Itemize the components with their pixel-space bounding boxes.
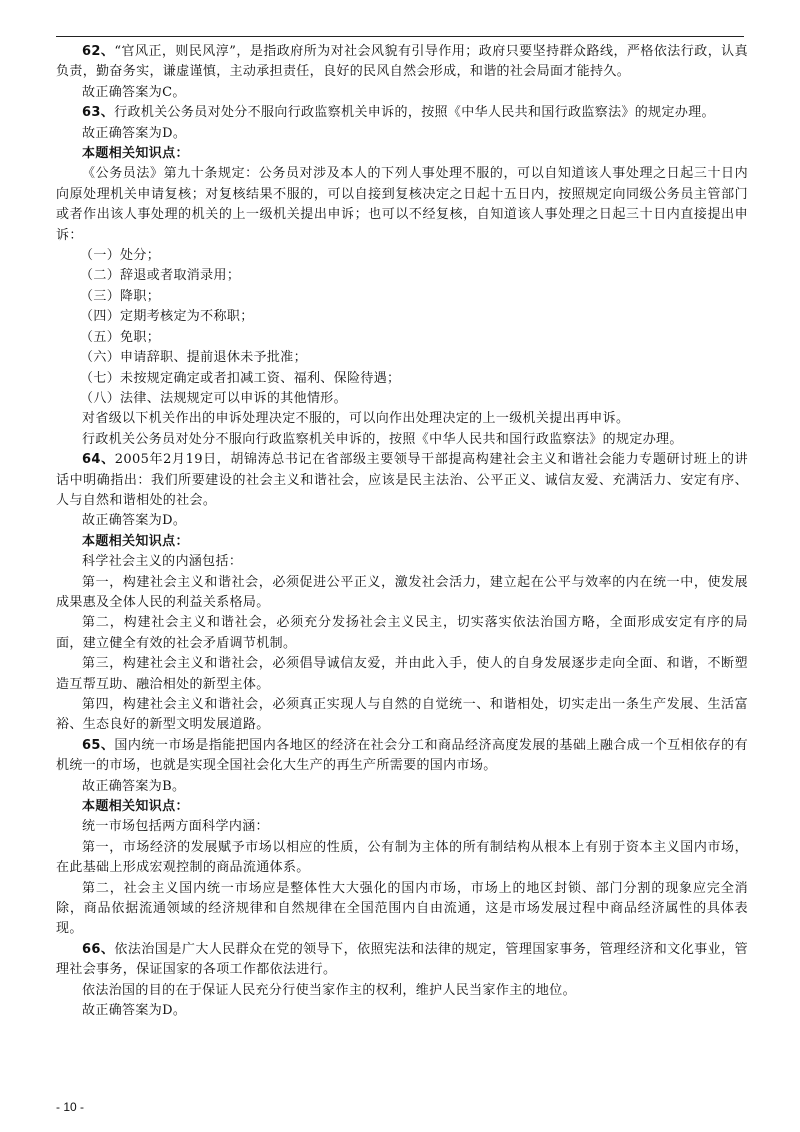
answer-62: 故正确答案为C。 — [82, 84, 186, 100]
list-item: （一）处分； — [80, 248, 161, 264]
question-number: 65、 — [82, 737, 115, 753]
list-item: （二）辞退或者取消录用； — [80, 268, 241, 284]
answer-66: 故正确答案为D。 — [82, 1003, 187, 1019]
question-number: 62、 — [82, 44, 115, 59]
list-item: （八）法律、法规规定可以申诉的其他情形。 — [80, 390, 348, 406]
knowledge-paragraph: 第一，构建社会主义和谐社会，必须促进公平正义，激发社会活力，建立起在公平与效率的内在统一中，使发展成果惠及全体人民的利益关系格局。 — [56, 574, 748, 610]
answer-64: 故正确答案为D。 — [82, 513, 187, 529]
answer-63: 故正确答案为D。 — [82, 125, 187, 141]
knowledge-paragraph: 对省级以下机关作出的申诉处理决定不服的，可以向作出处理决定的上一级机关提出再申诉。 — [82, 411, 630, 427]
knowledge-intro: 统一市场包括两方面科学内涵： — [82, 819, 269, 835]
knowledge-paragraph: 第二，构建社会主义和谐社会，必须充分发扬社会主义民主，切实落实依法治国方略，全面形成安定有序的局面，建立健全有效的社会矛盾调节机制。 — [56, 615, 748, 651]
knowledge-paragraph: 依法治国的目的在于保证人民充分行使当家作主的权利，维护人民当家作主的地位。 — [82, 982, 576, 998]
question-text: 国内统一市场是指能把国内各地区的经济在社会分工和商品经济高度发展的基础上融合成一个互相依存的有机统一的市场，也就是实现全国社会化大生产的再生产所需要的国内市场。 — [56, 737, 748, 774]
document-body — [56, 42, 748, 1022]
knowledge-paragraph: 行政机关公务员对处分不服向行政监察机关申诉的，按照《中华人民共和国行政监察法》的规定办理。 — [82, 431, 683, 447]
knowledge-paragraph: 第一，市场经济的发展赋予市场以相应的性质，公有制为主体的所有制结构从根本上有别于资本主义国内市场，在此基础上形成宏观控制的商品流通体系。 — [56, 839, 748, 876]
knowledge-paragraph: 第二，社会主义国内统一市场应是整体性大大强化的国内市场，市场上的地区封锁、部门分割的现象应完全消除，商品依据流通领域的经济规律和自然规律在全国范围内自由流通，这是市场发展过程中商品经济属性的具体表现。 — [56, 880, 748, 937]
question-65 — [56, 736, 748, 777]
question-number: 63、 — [82, 105, 115, 121]
list-item: （七）未按规定确定或者扣减工资、福利、保险待遇； — [80, 370, 401, 386]
knowledge-intro: 科学社会主义的内涵包括： — [82, 554, 243, 570]
page-number: - 10 - — [56, 1100, 85, 1114]
knowledge-intro: 《公务员法》第九十条规定：公务员对涉及本人的下列人事处理不服的，可以自知道该人事处理之日起三十日内向原处理机关申请复核；对复核结果不服的，可以自接到复核决定之日起十五日内，按照规定向同级公务员主管部门或者作出该人事处理的机关的上一级机关提出申诉；也可以不经复核，自知道该人事处理之日起三十日内直接提出申诉： — [56, 166, 748, 243]
list-item: （六）申请辞职、提前退休未予批准； — [80, 350, 307, 366]
question-number: 64、 — [82, 452, 115, 468]
list-item: （三）降职； — [80, 288, 161, 304]
knowledge-paragraph: 第三，构建社会主义和谐社会，必须倡导诚信友爱，并由此入手，使人的自身发展逐步走向全面、和谐，不断塑造互帮互助、融洽相处的新型主体。 — [56, 656, 748, 692]
question-66 — [56, 940, 748, 981]
question-number: 66、 — [82, 941, 115, 957]
list-item: （五）免职； — [80, 329, 161, 345]
answer-65: 故正确答案为B。 — [82, 778, 186, 794]
knowledge-paragraph: 第四，构建社会主义和谐社会，必须真正实现人与自然的自觉统一、和谐相处，切实走出一条生产发展、生活富裕、生态良好的新型文明发展道路。 — [56, 697, 748, 733]
question-text: 依法治国是广大人民群众在党的领导下，依照宪法和法律的规定，管理国家事务，管理经济和文化事业，管理社会事务，保证国家的各项工作都依法进行。 — [56, 941, 748, 978]
question-text: 行政机关公务员对处分不服向行政监察机关申诉的，按照《中华人民共和国行政监察法》的规定办理。 — [114, 105, 715, 121]
question-62 — [56, 42, 748, 83]
knowledge-heading: 本题相关知识点： — [82, 799, 189, 815]
knowledge-heading: 本题相关知识点： — [82, 533, 189, 549]
question-text: 2005年2月19日，胡锦涛总书记在省部级主要领导干部提高构建社会主义和谐社会能力专题研讨班上的讲话中明确指出：我们所要建设的社会主义和谐社会，应该是民主法治、公平正义、诚信友爱、充满活力、安定有序、人与自然和谐相处的社会。 — [56, 452, 748, 508]
knowledge-heading: 本题相关知识点： — [82, 146, 189, 162]
question-text: “官风正，则民风淳”，是指政府所为对社会风貌有引导作用；政府只要坚持群众路线，严格依法行政，认真负责，勤奋务实，谦虚谨慎，主动承担责任，良好的民风自然会形成，和谐的社会局面才能持久。 — [56, 44, 748, 80]
list-item: （四）定期考核定为不称职； — [80, 309, 254, 325]
question-63 — [56, 103, 748, 123]
header-rule — [56, 36, 744, 37]
question-64 — [56, 450, 748, 511]
